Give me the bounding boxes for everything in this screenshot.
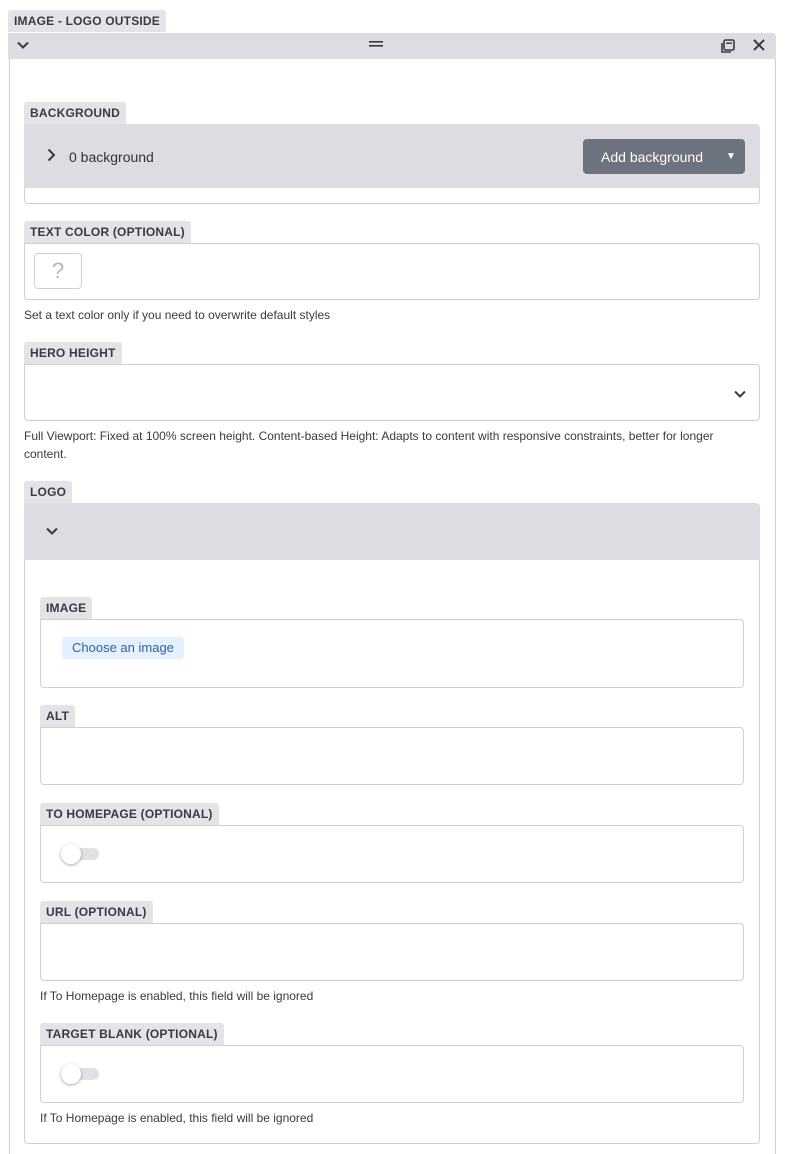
background-bar xyxy=(24,124,760,188)
choose-image-button[interactable]: Choose an image xyxy=(62,637,184,659)
drag-handle-icon[interactable] xyxy=(368,36,384,52)
to-homepage-label: TO HOMEPAGE (OPTIONAL) xyxy=(40,803,219,825)
logo-bar xyxy=(24,503,760,560)
text-color-help: Set a text color only if you need to overwrite default styles xyxy=(24,308,331,322)
to-homepage-field xyxy=(40,825,744,883)
text-color-label: TEXT COLOR (OPTIONAL) xyxy=(24,221,191,243)
target-blank-help: If To Homepage is enabled, this field will be ignored xyxy=(40,1111,314,1125)
target-blank-field xyxy=(40,1045,744,1103)
add-background-button[interactable] xyxy=(583,139,745,174)
chevron-right-icon[interactable] xyxy=(46,148,56,167)
alt-label: ALT xyxy=(40,705,75,727)
caret-down-icon[interactable]: ▼ xyxy=(726,151,736,162)
chevron-down-icon[interactable] xyxy=(733,387,747,405)
target-blank-toggle[interactable] xyxy=(61,1064,101,1084)
add-background-label: Add background xyxy=(601,148,703,165)
hero-height-help: Full Viewport: Fixed at 100% screen height. Content-based Height: Adapts to content with responsive constraints, better for longer content. xyxy=(24,429,714,461)
block-title: IMAGE - LOGO OUTSIDE xyxy=(8,10,166,32)
url-input[interactable] xyxy=(40,923,744,981)
copy-icon[interactable] xyxy=(720,38,736,57)
toggle-knob xyxy=(61,1064,81,1084)
url-help: If To Homepage is enabled, this field will be ignored xyxy=(40,989,314,1003)
to-homepage-toggle[interactable] xyxy=(61,844,101,864)
chevron-down-icon[interactable] xyxy=(16,38,30,55)
target-blank-label: TARGET BLANK (OPTIONAL) xyxy=(40,1023,224,1045)
text-color-field xyxy=(24,243,760,300)
url-label: URL (OPTIONAL) xyxy=(40,901,153,923)
alt-input[interactable] xyxy=(40,727,744,785)
background-count: 0 background xyxy=(69,149,154,165)
logo-label: LOGO xyxy=(24,481,72,503)
toggle-knob xyxy=(61,844,81,864)
hero-height-select[interactable] xyxy=(24,364,760,421)
hero-height-label: HERO HEIGHT xyxy=(24,342,122,364)
background-list xyxy=(24,188,760,204)
image-label: IMAGE xyxy=(40,597,92,619)
close-icon[interactable] xyxy=(752,38,766,55)
color-swatch[interactable]: ? xyxy=(34,253,82,289)
background-label: BACKGROUND xyxy=(24,102,126,124)
chevron-down-icon[interactable] xyxy=(45,524,59,542)
image-field xyxy=(40,619,744,688)
block-header xyxy=(8,33,776,59)
